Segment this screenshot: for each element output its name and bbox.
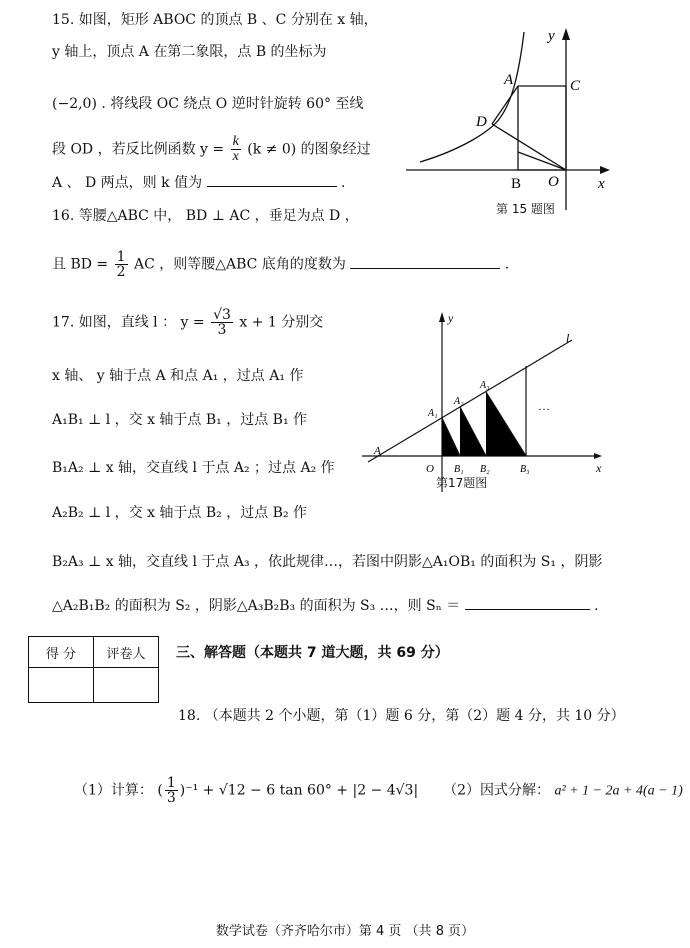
- q18-part2-label: （2）因式分解：: [443, 782, 551, 799]
- q17-line-6: B₂A₃ ⊥ x 轴，交直线 l 于点 A₃ ，依此规律…，若图中阴影△A₁OB₁ 的面积为 S₁ ，阴影: [52, 554, 603, 570]
- q17-line-1-start: 17. 如图，直线 l ： y =: [52, 314, 205, 331]
- q17-fraction: [211, 308, 233, 337]
- q15-rectangle: [518, 86, 566, 170]
- q15-line-5: [52, 172, 345, 193]
- q17-label-A: A: [374, 445, 381, 457]
- q15-line-3: (−2,0) . 将线段 OC 绕点 O 逆时针旋转 60° 至线: [52, 96, 364, 112]
- q17-line-7-text: △A₂B₁B₂ 的面积为 S₂ ，阴影△A₃B₂B₃ 的面积为 S₃ …，则 Sₙ ＝: [52, 598, 461, 614]
- q18-part1-label: （1）计算：: [74, 782, 153, 799]
- q16-line-2-end: AC ，则等腰△ABC 底角的度数为: [133, 256, 346, 273]
- q15-figure: [400, 22, 630, 212]
- q15-line-4-end: (k ≠ 0) 的图象经过: [247, 141, 371, 158]
- q17-label-B2: B₂: [480, 464, 490, 475]
- q15-label-x: x: [598, 176, 605, 192]
- q17-line-7-period: .: [594, 598, 599, 614]
- page-footer: 数学试卷（齐齐哈尔市）第 4 页 （共 8 页）: [215, 924, 475, 939]
- q17-label-B1: B₁: [454, 464, 464, 475]
- q17-y-arrow: [439, 312, 445, 322]
- q15-label-y: y: [548, 28, 555, 44]
- q17-label-l: l: [566, 331, 570, 345]
- q17-label-A1: A₁: [428, 408, 438, 419]
- q15-hyperbola: [420, 32, 524, 162]
- q15-y-arrow: [562, 28, 570, 40]
- q15-line-2: y 轴上，顶点 A 在第二象限，点 B 的坐标为: [52, 44, 327, 60]
- q18-part1-fraction: [165, 776, 178, 805]
- q18-part1-paren-open: (: [157, 782, 163, 799]
- q15-frac-den: x: [232, 149, 239, 164]
- q17-figure: [362, 306, 612, 496]
- q15-label-C: C: [570, 78, 581, 94]
- q15-label-D: D: [476, 114, 487, 130]
- section-3-title: 三、解答题（本题共 7 道大题，共 69 分）: [176, 645, 449, 661]
- q18-part1-frac-den: 3: [166, 790, 176, 806]
- q18-part2-expr: a² + 1 − 2a + 4(a − 1): [554, 783, 683, 799]
- q16-line-2-start: 且 BD =: [52, 256, 109, 273]
- q17-label-y: y: [448, 311, 454, 325]
- q17-line-5: A₂B₂ ⊥ l ，交 x 轴于点 B₂ ，过点 B₂ 作: [52, 505, 308, 521]
- q17-frac-num: √3: [213, 307, 231, 323]
- q17-line-3: A₁B₁ ⊥ l ，交 x 轴于点 B₁ ，过点 B₁ 作: [52, 412, 308, 428]
- q18-part1-frac-num: 1: [166, 775, 176, 791]
- q15-segment-AD: [492, 86, 518, 124]
- score-table: [28, 636, 159, 703]
- q15-answer-blank[interactable]: [207, 172, 337, 187]
- q18-parts: [74, 776, 683, 805]
- q17-caption: 第17题图: [436, 476, 488, 490]
- q18-header: 18. （本题共 2 个小题，第（1）题 6 分，第（2）题 4 分，共 10 分）: [178, 708, 625, 724]
- q17-label-A2: A₂: [454, 396, 464, 407]
- q15-line-5-text: A 、 D 两点，则 k 值为: [52, 175, 203, 191]
- grader-cell[interactable]: [94, 668, 159, 703]
- q18-part1-paren-close: ): [179, 782, 186, 799]
- q16-line-2-period: .: [504, 256, 510, 273]
- q16-frac-den: 2: [116, 264, 126, 280]
- q15-x-arrow: [600, 166, 610, 174]
- q15-fraction: [231, 135, 241, 164]
- q17-label-O: O: [426, 463, 434, 475]
- q16-answer-blank[interactable]: [350, 254, 500, 269]
- q17-line-1: [52, 308, 323, 337]
- q17-line-7: [52, 595, 599, 616]
- q17-label-x: x: [596, 461, 602, 475]
- score-header-score: 得 分: [29, 637, 94, 668]
- q15-label-B: B: [511, 176, 522, 192]
- q16-frac-num: 1: [116, 249, 126, 265]
- q15-line-5-period: .: [340, 175, 346, 191]
- q17-line-2: x 轴、 y 轴于点 A 和点 A₁ ，过点 A₁ 作: [52, 368, 304, 384]
- score-header-grader: 评卷人: [94, 637, 159, 668]
- q15-line-4-start: 段 OD ，若反比例函数 y =: [52, 141, 225, 158]
- q16-fraction: [115, 250, 128, 279]
- q15-label-A: A: [504, 72, 514, 88]
- q16-line-2: [52, 250, 509, 279]
- q15-line-4: [52, 135, 371, 164]
- q17-line-1-end: x + 1 分别交: [239, 314, 324, 331]
- score-cell[interactable]: [29, 668, 94, 703]
- q17-frac-den: 3: [217, 322, 227, 338]
- q17-x-arrow: [594, 453, 602, 459]
- q15-label-O: O: [548, 174, 559, 190]
- q15-line-1: 15. 如图，矩形 ABOC 的顶点 B 、C 分别在 x 轴，: [52, 12, 378, 28]
- q16-line-1: 16. 等腰△ABC 中， BD ⊥ AC ，垂足为点 D ，: [52, 208, 359, 224]
- q15-frac-num: k: [232, 134, 239, 149]
- q17-line-4: B₁A₂ ⊥ x 轴，交直线 l 于点 A₂ ；过点 A₂ 作: [52, 460, 335, 476]
- q15-caption: 第 15 题图: [496, 202, 555, 216]
- q17-label-B3: B₃: [520, 464, 530, 475]
- q17-answer-blank[interactable]: [465, 595, 590, 610]
- q17-label-dots: …: [538, 399, 550, 413]
- q18-part1-expr: ⁻¹ + √12 − 6 tan 60° + |2 − 4√3|: [185, 782, 419, 799]
- q17-label-A3: A₃: [480, 380, 490, 391]
- q15-segment-OD: [492, 124, 566, 170]
